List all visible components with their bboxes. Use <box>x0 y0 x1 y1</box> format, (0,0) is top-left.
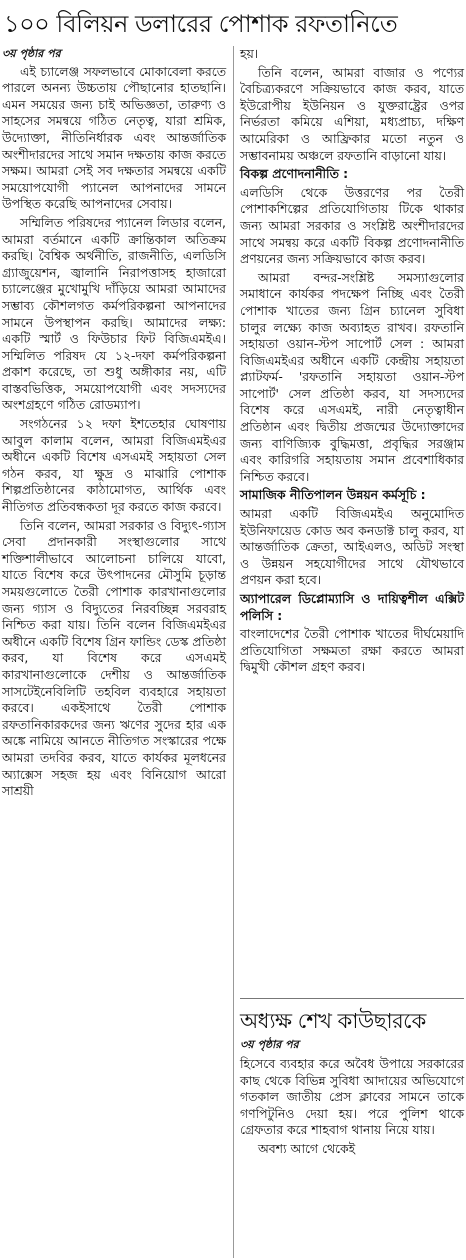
paragraph: সংগঠনের ১২ দফা ইশতেহার ঘোষণায় আবুল কালাম বলেন, আমরা বিজিএমইএর অধীনে একটি বিশেষ এসএমই সহায়তা সেল গঠন করব, যা ক্ষুদ্র ও মাঝারি পোশাক শিল্পপ্রতিষ্ঠানের কাঠামোগত, আর্থিক এবং নীতিগত প্রতিবন্ধকতা দূর করতে কাজ করবে। <box>2 416 226 515</box>
paragraph: সম্মিলিত পরিষদের প্যানেল লিডার বলেন, আমরা বর্তমানে একটি ক্রান্তিকাল অতিক্রম করছি। বৈশ্বিক অর্থনীতি, রাজনীতি, এলডিসি গ্র্যাজুয়েশন, জ্বালানি নিরাপত্তাসহ হাজারো চ্যালেঞ্জের মুখোমুখি দাঁড়িয়ে আমরা আমাদের সম্ভাব্য কৌশলগত কর্মপরিকল্পনা আপনাদের সামনে উপস্থাপন করছি। আমাদের লক্ষ্য: একটি স্মার্ট ও ফিউচার ফিট বিজিএমইএ। সম্মিলিত পরিষদ যে ১২-দফা কর্মপরিকল্পনা প্রকাশ করেছে, তা শুধু অঙ্গীকার নয়, এটি বাস্তবভিত্তিক, সময়োপযোগী এবং সদস্যদের অংশগ্রহণে গঠিত রোডম্যাপ। <box>2 214 226 413</box>
paragraph: অবশ্য আগে থেকেই <box>258 1140 356 1156</box>
continued-label: ৩য় পৃষ্ঠার পর <box>240 1038 299 1051</box>
continued-label: ৩য় পৃষ্ঠার পর <box>2 47 61 60</box>
paragraph: তিনি বলেন, আমরা বাজার ও পণ্যের বৈচিত্র্যকরণে সক্রিয়ভাবে কাজ করব, যাতে ইউরোপীয় ইউনিয়ন ও যুক্তরাষ্ট্রের ওপর নির্ভরতা কমিয়ে এশিয়া, মধ্যপ্রাচ্য, দক্ষিণ আমেরিকা ও আফ্রিকার মতো নতুন ও সম্ভাবনাময় অঞ্চলে রফতানি বাড়ানো যায়। <box>240 64 464 163</box>
left-column <box>2 46 226 1258</box>
paragraph: হয়। <box>240 46 259 61</box>
subheading: অ্যাপারেল ডিপ্লোম্যাসি ও দায়িত্বশীল এক্সিট পলিসি : <box>240 591 464 623</box>
paragraph: আমরা একটি বিজিএমইএ অনুমোদিত ইউনিফায়েড কোড অব কনডাক্ট চালু করব, যা আন্তর্জাতিক ক্রেতা, আইএলও, অডিট সংস্থা ও উন্নয়ন সহযোগীদের সাথে যৌথভাবে প্রণয়ন করা হবে। <box>240 506 464 588</box>
paragraph: বাংলাদেশের তৈরী পোশাক খাতের দীর্ঘমেয়াদি প্রতিযোগিতা সক্ষমতা রক্ষা করতে আমরা দ্বিমুখী কৌশল গ্রহণ করব। <box>240 626 464 675</box>
paragraph: হিসেবে ব্যবহার করে অবৈধ উপায়ে সরকারের কাছ থেকে বিভিন্ন সুবিধা আদায়ের অভিযোগে গতকাল জাতীয় প্রেস ক্লাবের সামনে তাকে গণপিটুনিও দেয়া হয়। পরে পুলিশ থাকে গ্রেফতার করে শাহবাগ থানায় নিয়ে যায়। <box>240 1056 464 1138</box>
column-divider <box>233 46 234 1258</box>
article-separator <box>240 998 464 999</box>
paragraph: এই চ্যালেঞ্জ সফলভাবে মোকাবেলা করতে পারলে অনন্য উচ্চতায় পৌছানোর হাতছানি। এমন সময়ের জন্য চাই অভিজ্ঞতা, তারুণ্য ও সাহসের সমন্বয়ে গঠিত নেতৃত্ব, যারা শ্রমিক, উদ্যোক্তা, নীতিনির্ধারক এবং আন্তর্জাতিক অংশীদারদের সাথে সমান দক্ষতায় কাজ করতে সক্ষম। আমরা সেই সব দক্ষতার সমন্বয়ে একটি সময়োপযোগী প্যানেল আপনাদের সামনে উপস্থিত করেছি আপনাদের সেবায়। <box>2 63 226 212</box>
paragraph: এলডিসি থেকে উত্তরণের পর তৈরী পোশাকশিল্পের প্রতিযোগিতায় টিকে থাকার জন্য আমরা সরকার ও সংশ্লিষ্ট অংশীদারদের সাথে সমন্বয় করে একটি বিকল্প প্রণোদনানীতি প্রণয়নের জন্য সক্রিয়ভাবে কাজ করব। <box>240 184 464 267</box>
paragraph: আমরা বন্দর-সংশ্লিষ্ট সমস্যাগুলোর সমাধানে কার্যকর পদক্ষেপ নিচ্ছি এবং তৈরী পোশাক খাতের জন্য গ্রিন চ্যানেল সুবিধা চালুর লক্ষ্যে কাজ অব্যাহত রাখব। রফতানি সহায়তা ওয়ান-স্টপ সাপোর্ট সেল : আমরা বিজিএমইএর অধীনে একটি কেন্দ্রীয় সহায়তা প্ল্যাটফর্ম- 'রফতানি সহায়তা ওয়ান-স্টপ সাপোর্ট' সেল প্রতিষ্ঠা করব, যা সদস্যদের বিশেষ করে এসএমই, নারী নেতৃত্বাধীন প্রতিষ্ঠান এবং দ্বিতীয় প্রজন্মের উদ্যোক্তাদের জন্য বাণিজ্যিক বুদ্ধিমত্তা, প্রবৃদ্ধির সরঞ্জাম এবং কারিগরি সহায়তায় সমান প্রবেশাধিকার নিশ্চিত করবে। <box>240 269 464 484</box>
paragraph: তিনি বলেন, আমরা সরকার ও বিদ্যুৎ-গ্যাস সেবা প্রদানকারী সংস্থাগুলোর সাথে শক্তিশালীভাবে আলোচনা চালিয়ে যাবো, যাতে বিশেষ করে উৎপাদনের মৌসুমি চূড়ান্ত সময়গুলোতে তৈরী পোশাক কারখানাগুলোর জন্য গ্যাস ও বিদ্যুতের নিরবচ্ছিন্ন সরবরাহ নিশ্চিত করা যায়। তিনি বলেন বিজিএমইএর অধীনে একটি বিশেষ গ্রিন ফান্ডিং ডেস্ক প্রতিষ্ঠা করব, যা বিশেষ করে এসএমই কারখানাগুলোকে দেশীয় ও আন্তর্জাতিক সাসটেইনেবিলিটি তহবিল ব্যবহারে সহায়তা করবে। একইসাথে তৈরী পোশাক রফতানিকারকদের জন্য ঋণের সুদের হার এক অঙ্কে নামিয়ে আনতে নীতিগত সংস্কারের পক্ষে আমরা তদবির করব, যাতে কার্যকর মূলধনের অ্যাক্সেস সহজ হয় এবং বিনিয়োগ আরো সাশ্রয়ী <box>2 517 226 799</box>
subheading: সামাজিক নীতিপালন উন্নয়ন কর্মসূচি : <box>240 487 426 503</box>
second-article-title: অধ্যক্ষ শেখ কাউছারকে <box>240 1009 426 1033</box>
second-article <box>240 1006 464 1160</box>
headline: ১০০ বিলিয়ন ডলারের পোশাক রফতানিতে <box>4 10 398 38</box>
subheading: বিকল্প প্রণোদনানীতি : <box>240 166 349 182</box>
